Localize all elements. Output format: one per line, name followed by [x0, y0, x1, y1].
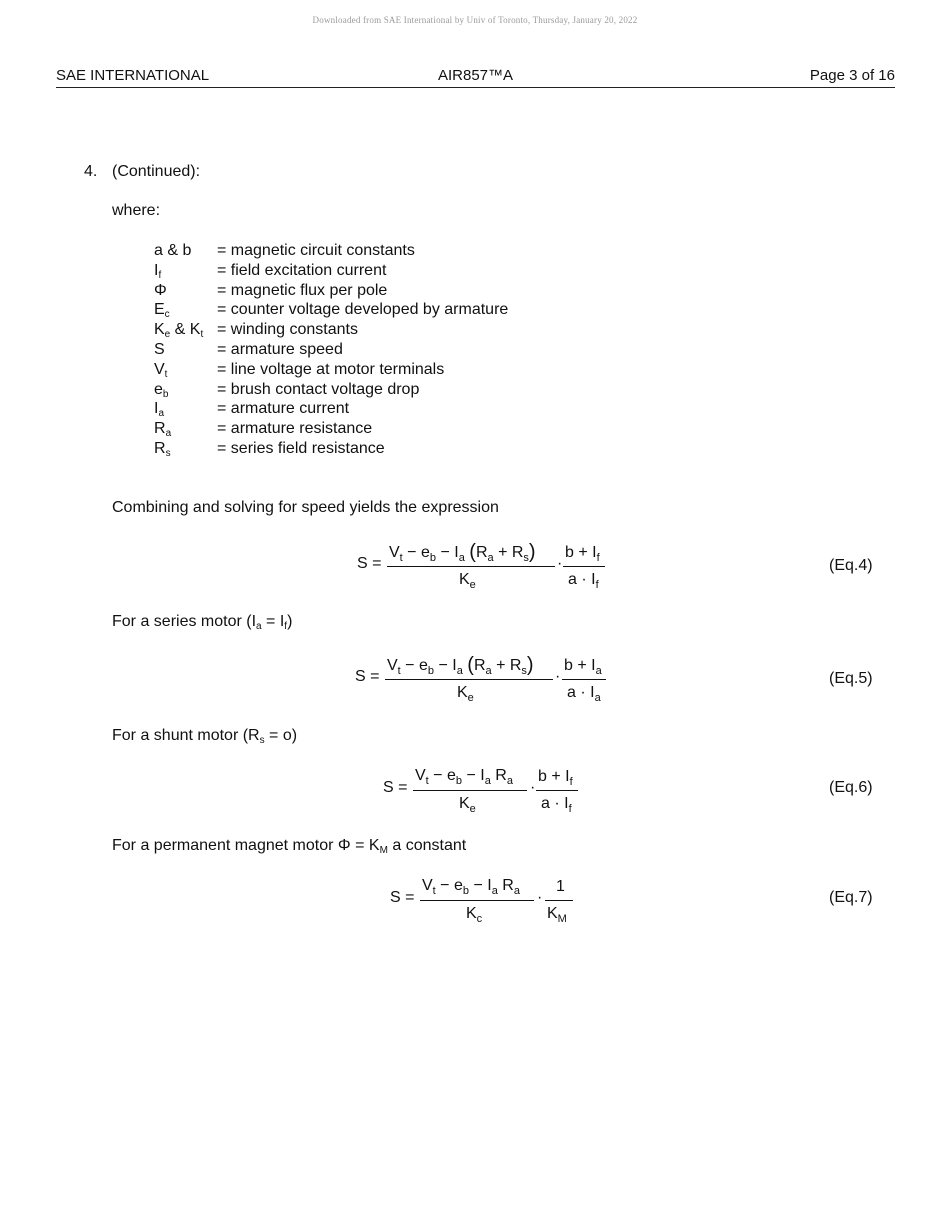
- equation-7-number: (Eq.7): [829, 889, 873, 906]
- header-page-number: Page 3 of 16: [809, 67, 895, 84]
- definition-symbol: $e_b$: [154, 380, 169, 400]
- equation-5-number: (Eq.5): [829, 670, 873, 687]
- shunt-motor-paragraph: For a shunt motor $(R_s = o)$: [112, 727, 298, 746]
- definition-text: = series field resistance: [217, 439, 385, 457]
- definition-symbol: a & b: [154, 242, 192, 259]
- definition-symbol: $R_a$: [154, 420, 172, 440]
- definition-text: = magnetic flux per pole: [217, 281, 388, 299]
- definition-text: = brush contact voltage drop: [217, 380, 420, 398]
- definition-text: = field excitation current: [217, 261, 387, 279]
- definition-text: = winding constants: [217, 321, 358, 339]
- equation-6-number: (Eq.6): [829, 779, 873, 796]
- definition-symbol: $I_f$: [154, 261, 162, 281]
- section-number: 4.: [84, 163, 98, 180]
- definition-text: = counter voltage developed by armature: [217, 301, 509, 319]
- definition-symbol: $R_s$: [154, 439, 171, 459]
- permanent-magnet-paragraph: For a permanent magnet motor $\Phi = K_M$ a constant: [112, 837, 467, 856]
- where-label: where:: [112, 202, 161, 219]
- combining-paragraph: Combining and solving for speed yields the expression: [112, 499, 499, 516]
- definition-symbol: $I_a$: [154, 400, 165, 420]
- definition-symbol: Φ: [154, 281, 167, 299]
- section-title: (Continued):: [112, 163, 201, 180]
- definition-symbol: $K_e$ & $K_t$: [154, 321, 204, 341]
- definition-symbol: S: [154, 340, 165, 358]
- definition-symbol: $E_c$: [154, 301, 170, 321]
- series-motor-paragraph: For a series motor $(I_a = I_f)$: [112, 613, 293, 632]
- definition-text: = magnetic circuit constants: [217, 242, 415, 259]
- header-document-id: AIR857™A: [437, 67, 514, 84]
- page-header: [56, 66, 895, 88]
- definition-text: = armature resistance: [217, 420, 373, 438]
- equation-4-number: (Eq.4): [829, 557, 873, 574]
- definition-symbol: $V_t$: [154, 360, 168, 380]
- definition-text: = armature speed: [217, 340, 343, 358]
- definition-text: = line voltage at motor terminals: [217, 360, 445, 378]
- download-watermark: Downloaded from SAE International by Univ of Toronto, Thursday, January 20, 2022: [312, 15, 638, 25]
- header-organization: SAE INTERNATIONAL: [56, 67, 210, 84]
- definition-text: = armature current: [217, 400, 350, 418]
